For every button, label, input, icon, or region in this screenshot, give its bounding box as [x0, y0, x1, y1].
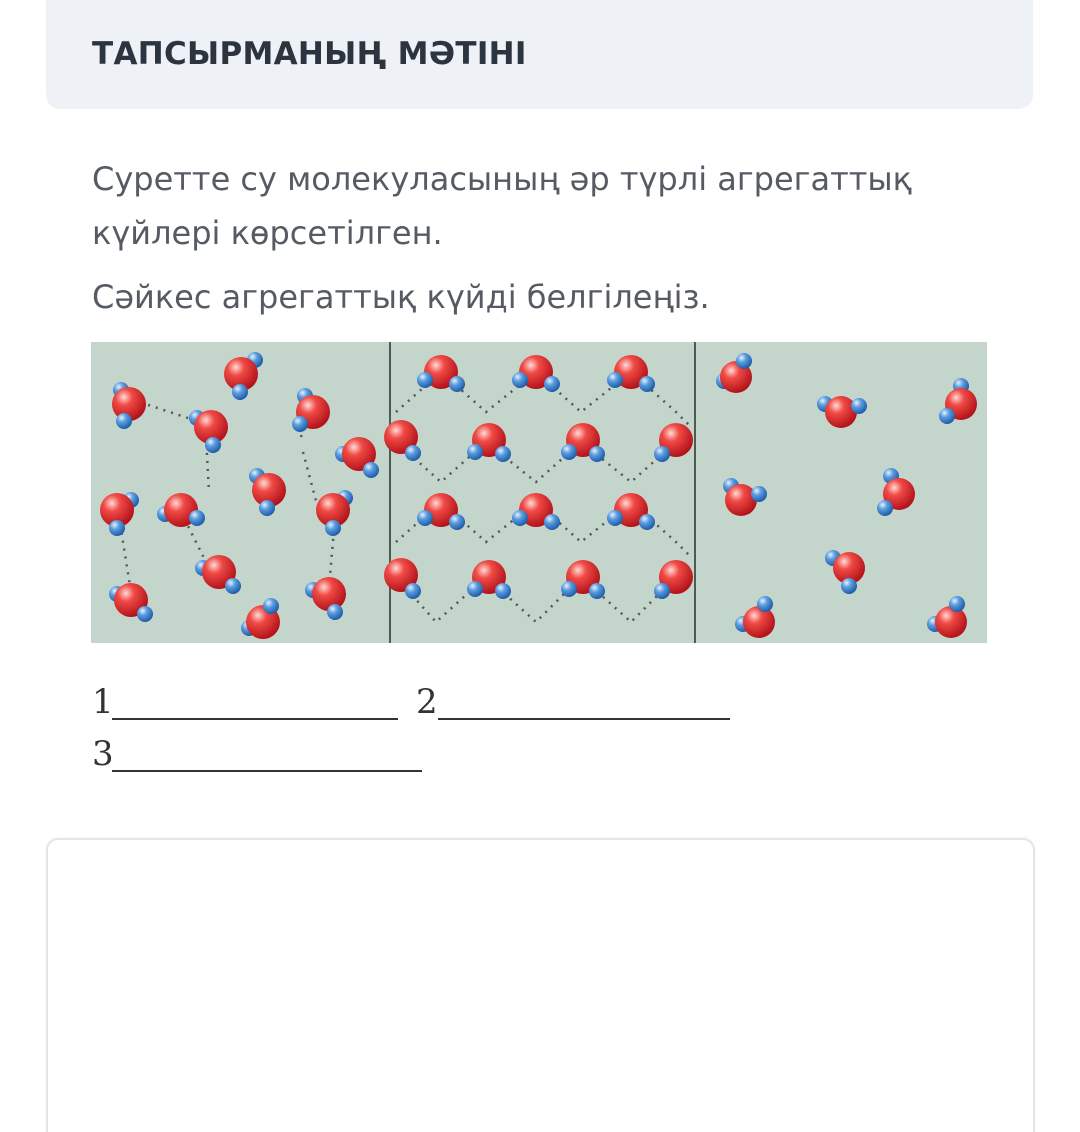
task-description: Суретте су молекуласының әр түрлі агрегаттық күйлері көрсетілген.: [92, 160, 912, 252]
answer-row-2: [92, 734, 452, 778]
water-molecules-illustration: [91, 342, 987, 643]
task-header-title: ТАПСЫРМАНЫҢ МӘТІНІ: [92, 36, 527, 72]
water-molecules: [100, 352, 977, 639]
answer-input-area[interactable]: [46, 838, 1035, 1132]
task-instruction: Сәйкес агрегаттық күйді белгілеңіз.: [92, 278, 710, 316]
water-states-figure: [91, 342, 987, 643]
answer-row-1: [92, 682, 752, 726]
answer-label-3: 3: [92, 734, 114, 774]
answer-blank-3[interactable]: [112, 770, 422, 772]
answer-blank-1[interactable]: [112, 718, 398, 720]
answer-label-2: 2: [416, 682, 438, 722]
answer-blank-2[interactable]: [438, 718, 730, 720]
answer-label-1: 1: [92, 682, 114, 722]
